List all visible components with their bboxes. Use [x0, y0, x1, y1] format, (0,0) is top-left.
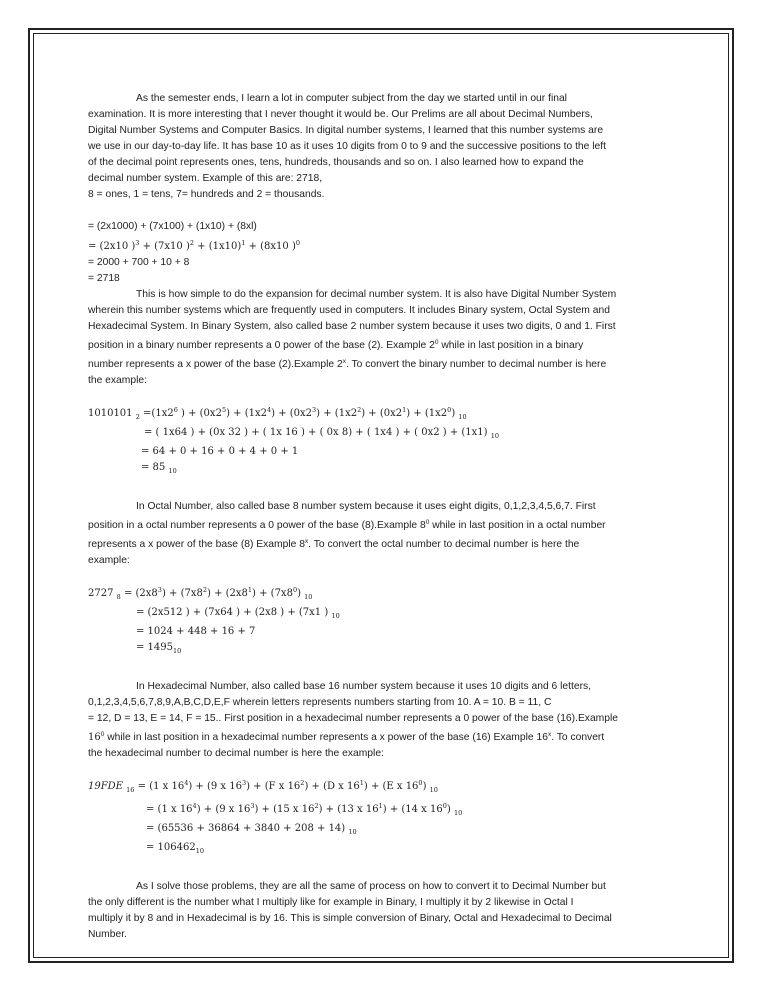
text-line: 0,1,2,3,4,5,6,7,8,9,A,B,C,D,E,F wherein letters represents numbers starting from 10. A = 10. B = 11, C: [88, 697, 552, 708]
decimal-expansion: [88, 219, 678, 287]
text-line: As I solve those problems, they are all the same of process on how to convert it to Decimal Number but: [136, 881, 606, 892]
octal-example: [88, 582, 678, 659]
equation-line: = 64 + 0 + 16 + 0 + 4 + 0 + 1: [141, 446, 299, 457]
equation-line: 1010101 $_2 =(1x2^6$ ) + $(0x2^5) + (1x2^4) + (0x2^3) + (1x2^2) + (0x2^1) + (1x2^0)$ $_{10}$: [88, 406, 467, 421]
equation-line: = 1024 + 448 + 16 + 7: [136, 626, 256, 637]
text-line: example:: [88, 555, 130, 566]
text-line: multiply it by 8 and in Hexadecimal is by 16. This is simple conversion of Binary, Octal and Hexadecimal to Decimal: [88, 913, 612, 924]
paragraph-octal: [88, 499, 678, 569]
text-line: the hexadecimal number to decimal number is here the example:: [88, 748, 384, 759]
text-line: position in a octal number represents a 0 power of the base (8).Example $8^0$ while in last position in a octal number: [88, 519, 606, 531]
text-line: As the semester ends, I learn a lot in computer subject from the day we started until in our final: [136, 93, 567, 104]
hexadecimal-example: [88, 775, 678, 859]
equation-line: = (2x512 ) + (7x64 ) + (2x8 ) + (7x1 ) $_{10}$: [136, 607, 340, 620]
equation-line: = $106462_{10}$: [146, 842, 205, 855]
equation-line: 19FDE $_{16}$ = (1 x $16^4) + (9$ x $16^3) + (F$ x $16^2) + (D$ x $16^1) + (E$ x $16^0$) $_{10}$: [88, 779, 438, 794]
text-line: number represents a x power of the base (2).Example 2$^x$. To convert the binary number to decimal number is here: [88, 358, 607, 370]
paragraph-hexadecimal: [88, 679, 678, 762]
text-line: of the decimal point represents ones, tens, hundreds, thousands and so on. I also learned how to expand the: [88, 157, 584, 168]
text-line: wherein this number systems which are frequently used in computers. It includes Binary system, Octal System and: [88, 305, 610, 316]
text-line: examination. It is more interesting that I never thought it would be. Our Prelims are all about Decimal Numbers,: [88, 109, 593, 120]
equation-line: = (65536 + 36864 + 3840 + 208 + 14) $_{10}$: [146, 823, 357, 836]
text-line: In Hexadecimal Number, also called base 16 number system because it uses 10 digits and 6 letters,: [136, 681, 592, 692]
text-line: Digital Number Systems and Computer Basics. In digital number systems, I learned that this number systems are: [88, 125, 604, 136]
document-body: [88, 91, 678, 943]
text-line: represents a x power of the base (8) Example 8$^x$. To convert the octal number to decimal number is here the: [88, 538, 580, 550]
text-line: In Octal Number, also called base 8 number system because it uses eight digits, 0,1,2,3,4,5,6,7. First: [136, 501, 596, 512]
text-line: Number.: [88, 929, 127, 940]
text-line: = 12, D = 13, E = 14, F = 15.. First position in a hexadecimal number represents a 0 power of the base (16).Example: [88, 713, 619, 724]
text-line: position in a binary number represents a 0 power of the base (2). Example $2^0$ while in last position in a binary: [88, 339, 584, 351]
paragraph-intro: [88, 91, 678, 203]
equation-line: = 85 $_{10}$: [141, 462, 177, 475]
text-line: we use in our day-to-day life. It has base 10 as it uses 10 digits from 0 to 9 and the successive positions to the left: [88, 141, 606, 152]
equation-line: = $1495_{10}$: [136, 642, 182, 655]
equation-line: = (2x1000) + (7x100) + (1x10) + (8xl): [88, 221, 257, 232]
binary-example: [88, 402, 678, 479]
text-line: Hexadecimal System. In Binary System, also called base 2 number system because it uses two digits, 0 and 1. First: [88, 321, 616, 332]
equation-line: = (1 x $16^4) + (9$ x $16^3) + (15$ x $16^2) + (13$ x $16^1) + (14$ x $16^0$) $_{10}$: [146, 802, 463, 817]
text-line: the only different is the number what I multiply like for example in Binary, I multiply it by 2 likewise in Octal I: [88, 897, 574, 908]
text-line: decimal number system. Example of this are: 2718,: [88, 173, 323, 184]
text-line: the example:: [88, 375, 147, 386]
equation-line: 2727 $_8 = (2x8^3) + (7x8^2) + (2x8^1) + (7x8^0)$ $_{10}$: [88, 586, 313, 601]
equation-line: = 2718: [88, 273, 120, 284]
text-line: $16^0$ while in last position in a hexadecimal number represents a x power of the base (16) Example 16$^x$. To convert: [88, 731, 605, 743]
text-line: This is how simple to do the expansion for decimal number system. It is also have Digital Number System: [136, 289, 617, 300]
equation-line: = (2x10 )$^3$ + (7x10 )$^2 + (1x10)^1 + (8x10$ )$^0$: [88, 239, 300, 252]
paragraph-conclusion: [88, 879, 678, 943]
equation-line: = ( 1x64 ) + (0x 32 ) + ( 1x 16 ) + ( 0x 8) + ( 1x4 ) + ( 0x2 ) + (1x1) $_{10}$: [144, 427, 500, 440]
paragraph-binary: [88, 287, 678, 389]
equation-line: = 2000 + 700 + 10 + 8: [88, 257, 190, 268]
text-line: 8 = ones, 1 = tens, 7= hundreds and 2 = thousands.: [88, 189, 325, 200]
